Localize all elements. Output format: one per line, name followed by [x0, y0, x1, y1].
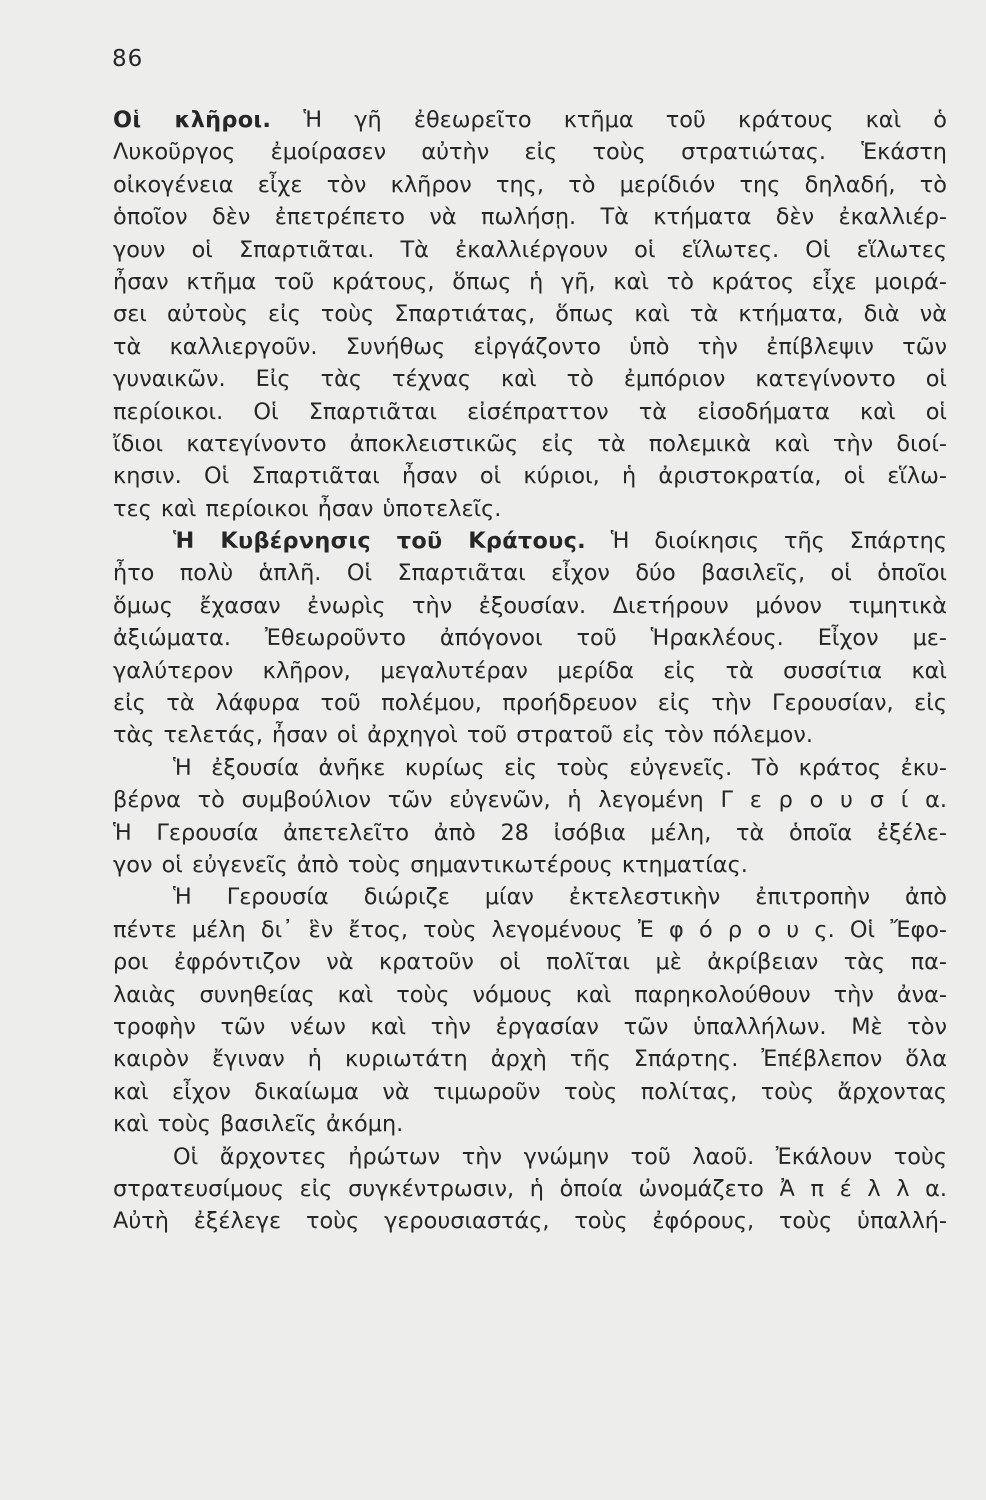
line-text: σει αὐτοὺς εἰς τοὺς Σπαρτιάτας, ὅπως καὶ τὰ κτήματα, διὰ νὰ — [113, 301, 947, 328]
line-text: ὁποῖον δὲν ἐπετρέπετο νὰ πωλήσῃ. Τὰ κτήματα δὲν ἐκαλλιέρ- — [113, 204, 947, 231]
text-line — [113, 1076, 947, 1108]
text-line — [113, 784, 947, 816]
line-text: Ἡ ἐξουσία ἀνῆκε κυρίως εἰς τοὺς εὐγενεῖς. Τὸ κράτος ἐκυ- — [173, 754, 947, 781]
text-line — [113, 104, 947, 136]
text-line — [113, 817, 947, 849]
line-text: τὰς τελετάς, ἦσαν οἱ ἀρχηγοὶ τοῦ στρατοῦ εἰς τὸν πόλεμον. — [113, 722, 813, 749]
text-line — [113, 557, 947, 589]
text-line — [113, 719, 947, 751]
text-line — [113, 396, 947, 428]
text-line — [113, 687, 947, 719]
text-line — [113, 460, 947, 492]
page-number: 86 — [112, 46, 144, 72]
line-text: Ἡ Γερουσία διώριζε μίαν ἐκτελεστικὴν ἐπιτροπὴν ἀπὸ — [173, 884, 947, 911]
line-text: εἰς τὰ λάφυρα τοῦ πολέμου, προήδρευον εἰς τὴν Γερουσίαν, εἰς — [113, 690, 947, 717]
line-text: τες καὶ περίοικοι ἦσαν ὑποτελεῖς. — [113, 495, 502, 522]
line-text: πέντε μέλη δι᾽ ἓν ἔτος, τοὺς λεγομένους Ἐ φ ό ρ ο υ ς. Οἱ Ἔφο- — [113, 916, 947, 943]
text-line — [113, 525, 947, 557]
text-line — [113, 655, 947, 687]
text-line — [113, 979, 947, 1011]
section-heading: Ἡ Κυβέρνησις τοῦ Κράτους. — [173, 528, 586, 555]
line-text: στρατευσίμους εἰς συγκέντρωσιν, ἡ ὁποία ὠνομάζετο Ἀ π έ λ λ α. — [113, 1175, 947, 1202]
line-text: Ἡ γῆ ἐθεωρεῖτο κτῆμα τοῦ κράτους καὶ ὁ — [271, 107, 947, 133]
text-line — [113, 169, 947, 201]
line-text: Ἡ Γερουσία ἀπετελεῖτο ἀπὸ 28 ἰσόβια μέλη, τὰ ὁποῖα ἐξέλε- — [113, 819, 947, 846]
line-text: ὅμως ἔχασαν ἐνωρὶς τὴν ἐξουσίαν. Διετήρουν μόνον τιμητικὰ — [113, 592, 947, 619]
line-text: ἴδιοι κατεγίνοντο ἀποκλειστικῶς εἰς τὰ πολεμικὰ καὶ τὴν διοί- — [113, 430, 947, 457]
line-text: λαιὰς συνηθείας καὶ τοὺς νόμους καὶ παρηκολούθουν τὴν ἀνα- — [113, 981, 947, 1008]
line-text: Λυκοῦργος ἐμοίρασεν αὐτὴν εἰς τοὺς στρατιώτας. Ἑκάστη — [113, 139, 947, 166]
line-text: Οἱ ἄρχοντες ἠρώτων τὴν γνώμην τοῦ λαοῦ. Ἐκάλουν τοὺς — [173, 1143, 947, 1170]
text-line — [113, 298, 947, 330]
text-line — [113, 849, 947, 881]
text-line — [113, 234, 947, 266]
text-line — [113, 136, 947, 168]
text-line — [113, 590, 947, 622]
body-text — [113, 104, 947, 1238]
line-text: βέρνα τὸ συμβούλιον τῶν εὐγενῶν, ἡ λεγομένη Γ ε ρ ο υ σ ί α. — [113, 787, 947, 814]
text-line — [113, 1011, 947, 1043]
text-line — [113, 622, 947, 654]
line-text: γαλύτερον κλῆρον, μεγαλυτέραν μερίδα εἰς τὰ συσσίτια καὶ — [113, 657, 947, 684]
line-text: οἰκογένεια εἶχε τὸν κλῆρον της, τὸ μερίδιόν της δηλαδή, τὸ — [113, 171, 947, 198]
line-text: γυναικῶν. Εἰς τὰς τέχνας καὶ τὸ ἐμπόριον κατεγίνοντο οἱ — [113, 366, 947, 393]
text-line — [113, 1043, 947, 1075]
text-line — [113, 266, 947, 298]
text-line — [113, 1173, 947, 1205]
line-text: Αὐτὴ ἐξέλεγε τοὺς γερουσιαστάς, τοὺς ἐφόρους, τοὺς ὑπαλλή- — [113, 1208, 947, 1235]
text-line — [113, 428, 947, 460]
section-heading: Οἱ κλῆροι. — [113, 107, 272, 133]
line-text: γουν οἱ Σπαρτιᾶται. Τὰ ἐκαλλιέργουν οἱ εἵλωτες. Οἱ εἵλωτες — [113, 236, 947, 263]
text-line — [113, 1205, 947, 1237]
text-line — [113, 201, 947, 233]
line-text: ροι ἐφρόντιζον νὰ κρατοῦν οἱ πολῖται μὲ ἀκρίβειαν τὰς πα- — [113, 949, 947, 976]
line-text: γον οἱ εὐγενεῖς ἀπὸ τοὺς σημαντικωτέρους κτηματίας. — [113, 851, 748, 878]
text-line — [113, 914, 947, 946]
text-line — [113, 1141, 947, 1173]
text-line — [113, 881, 947, 913]
line-text: τὰ καλλιεργοῦν. Συνήθως εἰργάζοντο ὑπὸ τὴν ἐπίβλεψιν τῶν — [113, 333, 947, 360]
line-text: καὶ εἶχον δικαίωμα νὰ τιμωροῦν τοὺς πολίτας, τοὺς ἄρχοντας — [113, 1078, 947, 1105]
line-text: κησιν. Οἱ Σπαρτιᾶται ἦσαν οἱ κύριοι, ἡ ἀριστοκρατία, οἱ εἵλω- — [113, 463, 947, 490]
text-line — [113, 946, 947, 978]
text-line — [113, 493, 947, 525]
line-text: ἦτο πολὺ ἁπλῆ. Οἱ Σπαρτιᾶται εἶχον δύο βασιλεῖς, οἱ ὁποῖοι — [113, 560, 947, 587]
line-text: τροφὴν τῶν νέων καὶ τὴν ἐργασίαν τῶν ὑπαλλήλων. Μὲ τὸν — [113, 1013, 947, 1040]
line-text: ἦσαν κτῆμα τοῦ κράτους, ὅπως ἡ γῆ, καὶ τὸ κράτος εἶχε μοιρά- — [113, 268, 947, 295]
line-text: καιρὸν ἔγιναν ἡ κυριωτάτη ἀρχὴ τῆς Σπάρτης. Ἐπέβλεπον ὅλα — [113, 1046, 947, 1073]
line-text: περίοικοι. Οἱ Σπαρτιᾶται εἰσέπραττον τὰ εἰσοδήματα καὶ οἱ — [113, 398, 947, 425]
text-line — [113, 1108, 947, 1140]
text-line — [113, 331, 947, 363]
text-line — [113, 363, 947, 395]
line-text: ἀξιώματα. Ἐθεωροῦντο ἀπόγονοι τοῦ Ἡρακλέους. Εἶχον με- — [113, 625, 947, 652]
line-text: καὶ τοὺς βασιλεῖς ἀκόμη. — [113, 1111, 404, 1138]
line-text: Ἡ διοίκησις τῆς Σπάρτης — [586, 528, 947, 555]
text-line — [113, 752, 947, 784]
